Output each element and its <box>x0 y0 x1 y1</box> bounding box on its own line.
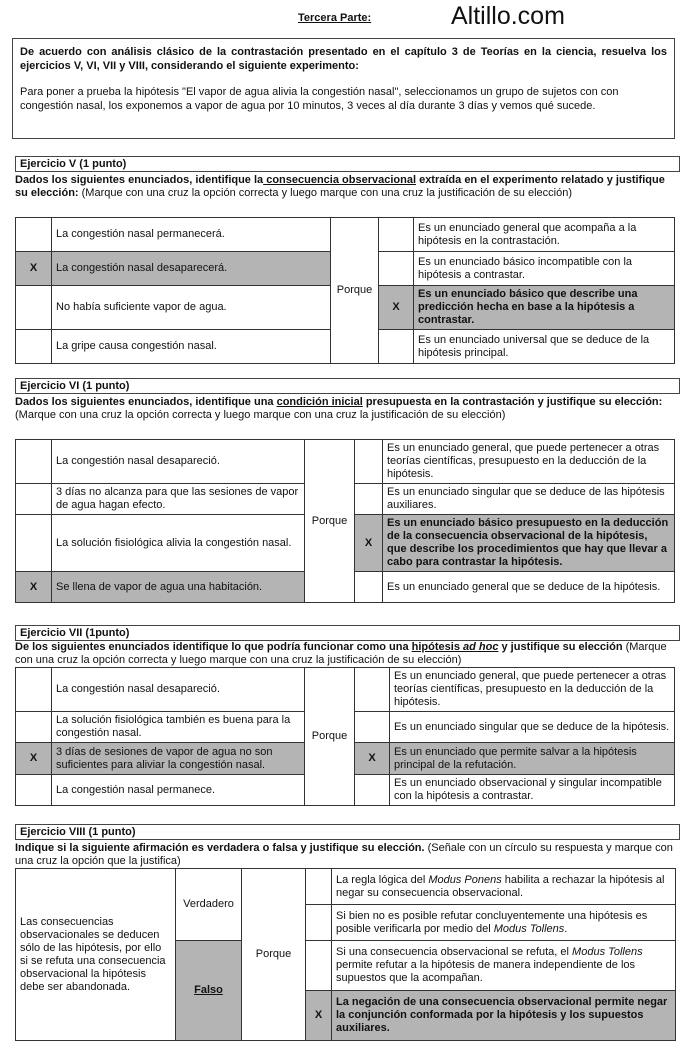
justification-mark[interactable] <box>306 941 332 991</box>
porque-label: Porque <box>331 218 379 364</box>
instr-normal: (Marque con una cruz la opción correcta y luego marque con una cruz la justificación de su elección) <box>78 187 573 199</box>
justification-mark[interactable]: X <box>355 515 383 572</box>
instr-bold: Indique si la siguiente afirmación es verdadera o falsa y justifique su elección. <box>15 842 425 854</box>
justification-text: Es un enunciado universal que se deduce de la hipótesis principal. <box>414 330 675 364</box>
option-text: La solución fisiológica alivia la congestión nasal. <box>52 515 305 572</box>
intro-box <box>12 38 675 139</box>
text: La negación de una consecuencia observacional permite negar la conjunción conformada por la hipótesis y los supuestos auxiliares. <box>336 996 668 1034</box>
instr-bold: Dados los siguientes enunciados, identifique la <box>15 174 264 186</box>
option-mark[interactable] <box>16 218 52 252</box>
justification-text: Es un enunciado básico incompatible con la hipótesis a contrastar. <box>414 252 675 286</box>
justification-mark[interactable] <box>306 905 332 941</box>
porque-label: Porque <box>305 668 355 806</box>
italic-term: Modus Tollens <box>572 946 643 958</box>
exercise-7-title: Ejercicio VII (1punto) <box>15 625 680 641</box>
justification-text <box>332 869 676 905</box>
section-title: Tercera Parte: <box>298 12 372 24</box>
exercise-6-table <box>15 439 675 603</box>
instr-bold: y justifique su elección <box>498 641 623 653</box>
option-mark[interactable]: X <box>16 572 52 603</box>
italic-term: Modus Ponens <box>428 873 502 886</box>
exercise-5-title: Ejercicio V (1 punto) <box>15 156 680 172</box>
justification-mark[interactable] <box>379 218 414 252</box>
option-mark[interactable] <box>16 712 52 743</box>
option-mark[interactable] <box>16 440 52 484</box>
instr-bold: extraída en el experimento relatado y justifique su elección: <box>15 174 665 199</box>
option-mark[interactable] <box>16 330 52 364</box>
statement-text: Las consecuencias observacionales se deducen sólo de las hipótesis, por ello si se refuta una consecuencia observacional la hipótesis debe ser abandonada. <box>16 869 176 1041</box>
exercise-8-table <box>15 868 676 1041</box>
instr-normal: (Marque con una cruz la opción correcta y luego marque con una cruz la justificación de su elección) <box>15 641 667 666</box>
key-term-italic: ad hoc <box>463 641 499 653</box>
justification-mark[interactable] <box>355 440 383 484</box>
option-mark[interactable] <box>16 668 52 712</box>
justification-mark[interactable] <box>306 869 332 905</box>
justification-text <box>332 941 676 991</box>
instr-bold: Dados los siguientes enunciados, identifique una <box>15 396 277 408</box>
justification-mark[interactable] <box>355 668 390 712</box>
key-term: hipótesis <box>411 641 463 653</box>
exercise-5-instructions <box>15 174 680 200</box>
option-text: La gripe causa congestión nasal. <box>52 330 331 364</box>
justification-mark[interactable] <box>355 572 383 603</box>
option-text: La solución fisiológica también es buena para la congestión nasal. <box>52 712 305 743</box>
key-term: consecuencia observacional <box>263 174 417 186</box>
instr-bold: presupuesta en la contrastación y justifique su elección: <box>362 396 663 408</box>
justification-text: Es un enunciado observacional y singular incompatible con la hipótesis a contrastar. <box>390 775 675 806</box>
option-text: La congestión nasal desapareció. <box>52 668 305 712</box>
justification-text: Es un enunciado singular que se deduce de las hipótesis auxiliares. <box>383 484 675 515</box>
justification-text: Es un enunciado básico que describe una predicción hecha en base a la hipótesis a contrastar. <box>414 286 675 330</box>
option-mark[interactable] <box>16 484 52 515</box>
text: permite refutar a la hipótesis de manera independiente de los supuestos que la acompañan. <box>336 959 636 984</box>
justification-text: Es un enunciado singular que se deduce de la hipótesis. <box>390 712 675 743</box>
site-watermark: Altillo.com <box>451 2 565 30</box>
justification-text <box>332 991 676 1041</box>
false-option-selected[interactable]: Falso <box>176 941 242 1041</box>
option-text: La congestión nasal desaparecerá. <box>52 252 331 286</box>
option-text: La congestión nasal permanece. <box>52 775 305 806</box>
exercise-8-title: Ejercicio VIII (1 punto) <box>15 824 680 840</box>
text: Si una consecuencia observacional se refuta, el <box>336 946 573 958</box>
justification-text: Es un enunciado básico presupuesto en la deducción de la consecuencia observacional de la hipótesis, que describe los procedimientos que hay que llevar a cabo para contrastar la hipótesis. <box>383 515 675 572</box>
option-mark[interactable]: X <box>16 743 52 775</box>
porque-label: Porque <box>242 869 306 1041</box>
justification-mark[interactable] <box>355 775 390 806</box>
option-text: 3 días de sesiones de vapor de agua no son suficientes para aliviar la congestión nasal. <box>52 743 305 775</box>
experiment-description: Para poner a prueba la hipótesis "El vapor de agua alivia la congestión nasal", seleccionamos un grupo de sujetos con con congestión nasal, los exponemos a vapor de agua por 10 minutos, 3 veces al día durante 3 días y vemos qué sucede. <box>20 86 619 112</box>
italic-term: Modus Tollens <box>493 922 565 935</box>
option-text: La congestión nasal permanecerá. <box>52 218 331 252</box>
option-text: Se llena de vapor de agua una habitación. <box>52 572 305 603</box>
exercise-5-table <box>15 217 675 364</box>
option-mark[interactable] <box>16 515 52 572</box>
option-mark[interactable]: X <box>16 252 52 286</box>
intro-instructions: De acuerdo con análisis clásico de la contrastación presentado en el capítulo 3 de Teorías en la ciencia, resuelva los ejercicios V, VI, VII y VIII, considerando el siguiente experimento: <box>20 46 667 72</box>
option-text: No había suficiente vapor de agua. <box>52 286 331 330</box>
instr-normal: (Marque con una cruz la opción correcta y luego marque con una cruz la justificación de su elección) <box>15 409 506 421</box>
justification-text <box>332 905 676 941</box>
justification-mark[interactable] <box>379 252 414 286</box>
option-text: 3 días no alcanza para que las sesiones de vapor de agua hagan efecto. <box>52 484 305 515</box>
instr-bold: De los siguientes enunciados identifique lo que podría funcionar como una <box>15 641 412 653</box>
text: La regla lógica del <box>336 873 429 886</box>
exercise-7-instructions <box>15 641 680 667</box>
exercise-7-table <box>15 667 675 806</box>
justification-mark[interactable] <box>355 712 390 743</box>
justification-mark[interactable] <box>379 330 414 364</box>
justification-text: Es un enunciado general, que puede pertenecer a otras teorías científicas, presupuesto en la deducción de la hipótesis. <box>383 440 675 484</box>
option-mark[interactable] <box>16 286 52 330</box>
exercise-6-instructions <box>15 396 680 422</box>
exercise-6-title: Ejercicio VI (1 punto) <box>15 378 680 394</box>
instr-normal: (Señale con un círculo su respuesta y marque con una cruz la opción que la justifica) <box>15 842 673 867</box>
text: . <box>564 922 568 935</box>
justification-mark[interactable]: X <box>306 991 332 1041</box>
justification-mark[interactable] <box>355 484 383 515</box>
porque-label: Porque <box>305 440 355 603</box>
true-option[interactable]: Verdadero <box>176 869 242 941</box>
justification-text: Es un enunciado que permite salvar a la hipótesis principal de la refutación. <box>390 743 675 775</box>
key-term: condición inicial <box>276 396 363 408</box>
justification-mark[interactable]: X <box>355 743 390 775</box>
text: Si bien no es posible refutar concluyentemente una hipótesis es posible verificarla por medio del <box>336 909 648 935</box>
text: habilita a rechazar la hipótesis al negar su consecuencia observacional. <box>336 873 665 899</box>
justification-text: Es un enunciado general, que puede pertenecer a otras teorías científicas, presupuesto en la deducción de la hipótesis. <box>390 668 675 712</box>
justification-mark[interactable]: X <box>379 286 414 330</box>
option-text: La congestión nasal desapareció. <box>52 440 305 484</box>
justification-text: Es un enunciado general que acompaña a la hipótesis en la contrastación. <box>414 218 675 252</box>
exercise-8-instructions <box>15 842 680 868</box>
justification-text: Es un enunciado general que se deduce de la hipótesis. <box>383 572 675 603</box>
option-mark[interactable] <box>16 775 52 806</box>
